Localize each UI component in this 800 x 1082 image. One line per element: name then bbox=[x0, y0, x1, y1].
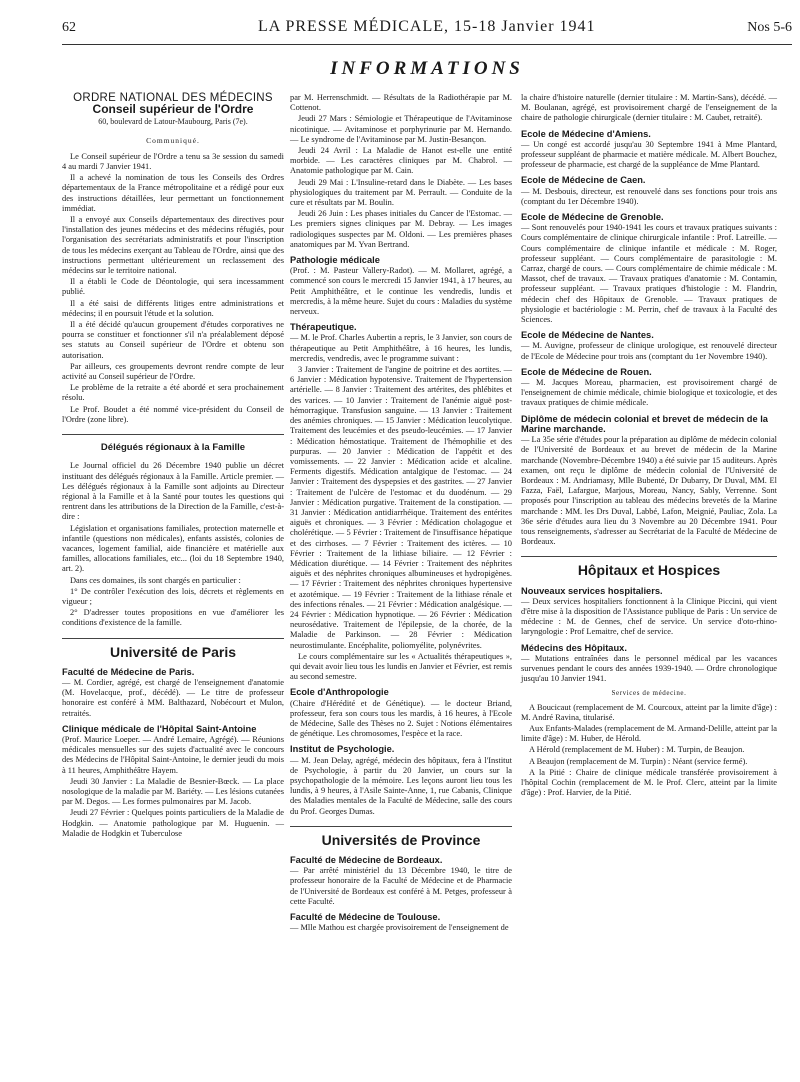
block-text: Jeudi 30 Janvier : La Maladie de Besnier-Bœck. — La place nosologique de la maladie par M. Bariéty. — Les lésions cutanées par M. Degos. — Les formes pulmonaires par M. Jacob. bbox=[62, 776, 284, 807]
section-title: INFORMATIONS bbox=[330, 58, 524, 79]
address: 60, boulevard de Latour-Maubourg, Paris (7e). bbox=[98, 117, 248, 127]
block-text: — M. Jean Delay, agrégé, médecin des hôpitaux, fera à l'Institut de Psychologie, à partir du 20 Janvier, un cours sur la psychopathologie de la mémoire. Les leçons auront lieu tous les lundis, à 9 heures, à l'Asile Sainte-Anne, 1, rue Cabanis, Clinique des Maladies mentales de la Faculté de Médecine, salle des cours du Prof. Georges Dumas. bbox=[290, 755, 512, 816]
block-text: — Mlle Mathou est chargée provisoirement de l'enseignement de bbox=[290, 923, 509, 933]
divider bbox=[62, 434, 284, 435]
block-text: — Mutations entraînées dans le personnel médical par les vacances survenues pendant le cours des années 1939-1940. — Ordre chronologique jusqu'au 10 Janvier 1941. bbox=[521, 653, 777, 684]
service-line: A Boucicaut (remplacement de M. Courcoux, atteint par la limite d'âge) : M. André Ravina, titularisé. bbox=[521, 702, 777, 722]
block-title: Ecole de Médecine de Grenoble. bbox=[521, 212, 664, 223]
paragraph: Il a achevé la nomination de tous les Conseils des Ordres départementaux de la France métropolitaine et a rédigé pour eux des instructions détaillées, leur permettant un fonctionnement immédiat. bbox=[62, 173, 284, 213]
divider bbox=[62, 638, 284, 639]
paragraph: 2° D'adresser toutes propositions en vue d'améliorer les conditions d'existence de la famille. bbox=[62, 608, 284, 628]
universite-paris-heading: Université de Paris bbox=[109, 643, 237, 660]
paragraph: Jeudi 27 Mars : Sémiologie et Thérapeutique de l'Avitaminose nicotinique. — Avitaminose et porphyrinurie par M. Hernando. — Le syndrome de l'Avitaminose par M. Justin-Besançon. bbox=[290, 114, 512, 144]
block-text: (Chaire d'Hérédité et de Génétique). — le docteur Briand, professeur, fera son cours tous les mardis, à 16 heures, à l'Ecole de Médecine, Salle des Thèses no 2. Sujet : Notions élémentaires de génétique. Les chromosomes, l'espèce et la race. bbox=[290, 698, 512, 739]
paragraph: Le problème de la retraite a été abordé et sera prochainement résolu. bbox=[62, 383, 284, 403]
services-heading: Services de médecine. bbox=[611, 689, 687, 698]
service-line: A Beaujon (remplacement de M. Turpin) : Néant (service fermé). bbox=[529, 756, 748, 766]
service-line: A Hérold (remplacement de M. Huber) : M. Turpin, de Beaujon. bbox=[529, 745, 745, 755]
conseil-heading: Conseil supérieur de l'Ordre bbox=[92, 102, 254, 117]
header-rule bbox=[62, 44, 792, 45]
block-text: — Deux services hospitaliers fonctionnent à la Clinique Piccini, qui vient d'être mise à la disposition de l'Assistance publique de Paris : Un service de médecine : M. de Gennes, chef de service. Un service d'oto-rhino-laryngologie : Prof Lemaitre, chef de service. bbox=[521, 596, 777, 637]
paragraph: Jeudi 24 Avril : La Maladie de Hanot est-elle une entité morbide. — Les caractères cliniques par M. Chabrol. — Anatomie pathologique par M. Cain. bbox=[290, 146, 512, 176]
block-text: (Prof. Maurice Loeper. — André Lemaire, Agrégé). — Réunions médicales mensuelles sur des sujets d'actualité avec le concours des Médecins de l'Hôpital Saint-Antoine, le dernier jeudi du mois à 11 heures, Amphithéâtre Hayem. bbox=[62, 734, 284, 775]
block-title: Clinique médicale de l'Hôpital Saint-Antoine bbox=[62, 723, 257, 734]
divider bbox=[521, 556, 777, 557]
paragraph: Dans ces domaines, ils sont chargés en particulier : bbox=[70, 575, 241, 585]
paragraph: Le Journal officiel du 26 Décembre 1940 publie un décret instituant des délégués régionaux à la Famille. Article premier. — Les délégués régionaux à la Famille sont adjoints au Directeur régional à la Famille et à la Santé pour toutes les questions qui rentrent dans les attributions de la Direction de la Famille, c'est-à-dire : bbox=[62, 461, 284, 522]
ordre-heading: ORDRE NATIONAL DES MÉDECINS bbox=[73, 92, 273, 104]
paragraph: Par ailleurs, ces groupements devront rendre compte de leur activité au Conseil supérieur de l'Ordre. bbox=[62, 361, 284, 382]
block-title: Ecole de Médecine de Rouen. bbox=[521, 366, 652, 377]
block-title: Institut de Psychologie. bbox=[290, 744, 395, 755]
block-text: — La 35e série d'études pour la préparation au diplôme de médecin colonial de l'Université de Bordeaux et au brevet de médecin de la Marine marchande (Novembre-Décembre 1940) a été suivie par 15 auditeurs. Après examen, ont reçu le diplôme de médecin colonial de l'Université de Bordeaux : M. Andriamasy, Mlle Bubenté, Dr Dubarry, Dr Duval, MM. El Fazza, Faël, Lafargue, Marjous, Moreau, Nancy, Sably, Verrenne. Sont proposés pour l'inscription au tableau des médecins brevetés de la Marine marchande : MM. les Drs Duval, Labbé, Lafon, Meignié, Pauliac, Zola. La 36e série d'études aura lieu du 3 Novembre au 20 Décembre 1941. Pour tous renseignements, s'adresser au Secrétariat de la Faculté de Médecine de Bordeaux. bbox=[521, 435, 777, 547]
block-text: la chaire d'histoire naturelle (dernier titulaire : M. Martin-Sans), décédé. — M. Boulanan, agrégé, est provisoirement chargé de l'enseignement de la chaire de pathologie chirurgicale (dernier titulaire : M. Caubet, retraité). bbox=[521, 93, 777, 123]
communique-label: Communiqué. bbox=[146, 135, 200, 145]
running-title: LA PRESSE MÉDICALE, 15-18 Janvier 1941 bbox=[258, 18, 596, 35]
province-heading: Universités de Province bbox=[321, 831, 481, 848]
block-text: — M. Auvigne, professeur de clinique urologique, est renouvelé directeur de l'Ecole de Médecine pour trois ans (comptant du 1er Novembre 1940). bbox=[521, 341, 777, 361]
page-header bbox=[62, 18, 792, 42]
issue-number: Nos 5-6 bbox=[747, 20, 792, 35]
block-title: Ecole de Médecine de Nantes. bbox=[521, 330, 654, 341]
block-title: Diplôme de médecin colonial et brevet de médecin de la Marine marchande. bbox=[521, 413, 768, 434]
block-text: — M. Jacques Moreau, pharmacien, est provisoirement chargé de l'enseignement de chimie médicale, chimie biologique et toxicologie, et des travaux pratiques de chimie médicale. bbox=[521, 378, 777, 408]
block-text: (Prof. : M. Pasteur Vallery-Radot). — M. Mollaret, agrégé, a commencé son cours le mercredi 15 Janvier 1941, à 17 heures, au Petit Amphithéâtre, et le continue les vendredis, lundis et mercredis, à la même heure. Sujet du cours : Maladies du système nerveux. bbox=[290, 266, 512, 317]
block-text: — Par arrêté ministériel du 13 Décembre 1940, le titre de professeur honoraire de la Faculté de Médecine et de Pharmacie de l'Université de Bordeaux est conféré à M. Petges, professeur à cette Faculté. bbox=[290, 866, 512, 906]
block-title: Thérapeutique. bbox=[290, 322, 357, 333]
block-text: — Sont renouvelés pour 1940-1941 les cours et travaux pratiques suivants : Cours complémentaire de clinique chirurgicale infantile : Prof. Latreille. — Cours complémentaire de clinique infantile et médicale : M. Roger, professeur suppléant. — Cours complémentaire de parasitologie : M. Carraz, chargé de cours. — Cours complémentaire de chimie médicale : M. Massot, chef de travaux. — Travaux pratiques d'anatomie : M. Contamin, professeur suppléant. — Travaux pratiques d'histologie : M. Flandrin, médecin chef des Hôpitaux de Grenoble. — Travaux pratiques de physiologie et bactériologie : M. Perrin, chef de travaux à la Faculté des Sciences. bbox=[521, 223, 777, 325]
block-text: — M. Cordier, agrégé, est chargé de l'enseignement d'anatomie (M. Hovelacque, prof., décédé). — Le titre de professeur honoraire est conféré à MM. Balthazard, Nobécourt et Mulon, retraités. bbox=[62, 677, 284, 718]
block-title: Médecins des Hôpitaux. bbox=[521, 642, 627, 653]
block-text: — Un congé est accordé jusqu'au 30 Septembre 1941 à Mme Plantard, professeur suppléant de pharmacie et matière médicale. M. Albert Bouchez, professeur de pharmacie, est chargé de la suppléance de Mme Plantard. bbox=[521, 139, 777, 170]
column-2 bbox=[290, 93, 512, 934]
delegues-heading: Délégués régionaux à la Famille bbox=[100, 442, 246, 454]
block-title: Faculté de Médecine de Paris. bbox=[62, 666, 195, 677]
paragraph: Jeudi 29 Mai : L'Insuline-retard dans le Diabète. — Les bases physiologiques du traitement par M. Perrault. — Conduite de la cure et résultats par M. Boulin. bbox=[290, 177, 512, 208]
paragraph: Il a établi le Code de Déontologie, qui sera incessamment publié. bbox=[62, 277, 284, 297]
block-text: Le cours complémentaire sur les « Actualités thérapeutiques », qui devait avoir lieu tous les lundis en Janvier et Février, est remis au second semestre. bbox=[290, 651, 512, 682]
hopitaux-heading: Hôpitaux et Hospices bbox=[577, 562, 721, 579]
block-text: 3 Janvier : Traitement de l'angine de poitrine et des aortites. — 6 Janvier : Médication hypotensive. Traitement de l'hypertension artérielle. — 8 Janvier : Traitement des artérites, des phlébites et des varices. — 10 Janvier : Traitement de l'anémie aiguë post-hémorragique. Transfusion sanguine. — 13 Janvier : Traitement des anémies chroniques. — 15 Janvier : Médication leucolytique. Traitement des leucémies et des pseudo-leucémies. — 17 Janvier : Médication hémostatique. Traitement de l'hémophilie et des purpuras. — 20 Janvier : Médication de l'appétit et des vomissements. — 22 Janvier : Médication acide et alcaline. Ferments digestifs. Médication antalgique de l'estomac. — 24 Janvier : Traitement des dyspepsies et des gastrites. — 27 Janvier : Traitement de l'ulcère de l'estomac et du duodénum. — 29 Janvier : Médication purgative. Traitement de la constipation. — 31 Janvier : Médication antidiarrhéique. Traitement des entérites aiguës et chroniques. — 3 Février : Médication cholagogue et cholérétique. — 5 Février : Traitement de l'insuffisance hépatique et des cirrhoses. — 7 Février : Traitement des ictères. — 10 Février : Traitement de la lithiase biliaire. — 12 Février : Médication diurétique. — 14 Février : Traitement des néphrites aiguës et des néphrites chroniques albumineuses et hydropigènes. — 17 Février : Traitement des néphrites chroniques hypertensive et azotémique. — 19 Février : Traitement de la lithiase rénale et des infections rénales. — 21 Février : Médication analgésique. — 24 Février : Médication hypnotique. — 26 Février : Médication neurosédative. Traitement de l'épilepsie, de la chorée, de la Maladie de Parkinson. — 28 Février : Médication neurostimulante. Encéphalite, poliomyélite, polynévrites. bbox=[290, 365, 512, 650]
paragraph: Législation et organisations familiales, protection maternelle et infantile (questions non médicales), enfants assistés, colonies de vacances, logement familial, aide financière et matérielle aux familles, allocations familiales, etc... (loi du 18 Septembre 1940, art. 2). bbox=[62, 523, 284, 574]
paragraph: Jeudi 26 Juin : Les phases initiales du Cancer de l'Estomac. — Les premiers signes cliniques par M. Debray. — Les images radiologiques suspectes par M. Oldoni. — Les premières phases anatomiques par M. Yvan Bertrand. bbox=[290, 209, 512, 249]
block-text: — M. le Prof. Charles Aubertin a repris, le 3 Janvier, son cours de thérapeutique au Petit Amphithéâtre, à 16 heures, les lundis, mercredis, vendredis, avec le programme suivant : bbox=[290, 333, 512, 363]
service-line: Aux Enfants-Malades (remplacement de M. Armand-Delille, atteint par la limite d'âge) : M. Huber, de Hérold. bbox=[521, 723, 777, 744]
paragraph: par M. Herrenschmidt. — Résultats de la Radiothérapie par M. Cottenot. bbox=[290, 93, 512, 113]
block-title: Pathologie médicale bbox=[290, 255, 380, 266]
paragraph: Il a été décidé qu'aucun groupement d'études corporatives ne pourra se constituer et fonctionner s'il n'a préalablement déposé ses statuts au Conseil supérieur de l'Ordre et obtenu son autorisation. bbox=[62, 320, 284, 360]
block-title: Faculté de Médecine de Toulouse. bbox=[290, 912, 441, 923]
paragraph: 1° De contrôler l'exécution des lois, décrets et règlements en vigueur ; bbox=[62, 586, 284, 606]
paragraph: Il a envoyé aux Conseils départementaux des directives pour l'installation des jeunes médecins et des médecins réfugiés, pour l'organisation des secrétariats administratifs et pour l'inscription de tous les médecins exerçant au Tableau de l'Ordre, ainsi que des instructions permettant ultérieurement un reclassement des médecins sur le territoire national. bbox=[62, 215, 284, 276]
column-1 bbox=[62, 93, 284, 840]
block-text: Jeudi 27 Février : Quelques points particuliers de la Maladie de Hodgkin. — Anatomie pathologique par M. Huguenin. — Maladie de Hodgkin et Tuberculose bbox=[62, 808, 284, 838]
paragraph: Il a été saisi de différents litiges entre administrations et médecins; il en poursuit l'étude et la solution. bbox=[62, 298, 284, 318]
block-title: Faculté de Médecine de Bordeaux. bbox=[290, 855, 443, 866]
paragraph: Le Conseil supérieur de l'Ordre a tenu sa 3e session du samedi 4 au mardi 7 Janvier 1941. bbox=[62, 151, 284, 172]
block-title: Ecole de Médecine d'Amiens. bbox=[521, 128, 651, 139]
column-3 bbox=[521, 93, 777, 799]
page-number: 62 bbox=[62, 20, 76, 35]
block-title: Nouveaux services hospitaliers. bbox=[521, 585, 663, 596]
block-text: — M. Desbouis, directeur, est renouvelé dans ses fonctions pour trois ans (comptant du 1er Décembre 1940). bbox=[521, 186, 777, 206]
divider bbox=[290, 826, 512, 827]
block-title: Ecole de Médecine de Caen. bbox=[521, 175, 646, 186]
paragraph: Le Prof. Boudet a été nommé vice-président du Conseil de l'Ordre (zone libre). bbox=[62, 404, 284, 424]
service-line: A la Pitié : Chaire de clinique médicale transférée provisoirement à l'hôpital Cochin (remplacement de M. le Prof. Clerc, atteint par la limite d'âge) : Prof. Harvier, de la Pitié. bbox=[521, 767, 777, 798]
block-title: Ecole d'Anthropologie bbox=[290, 687, 389, 698]
